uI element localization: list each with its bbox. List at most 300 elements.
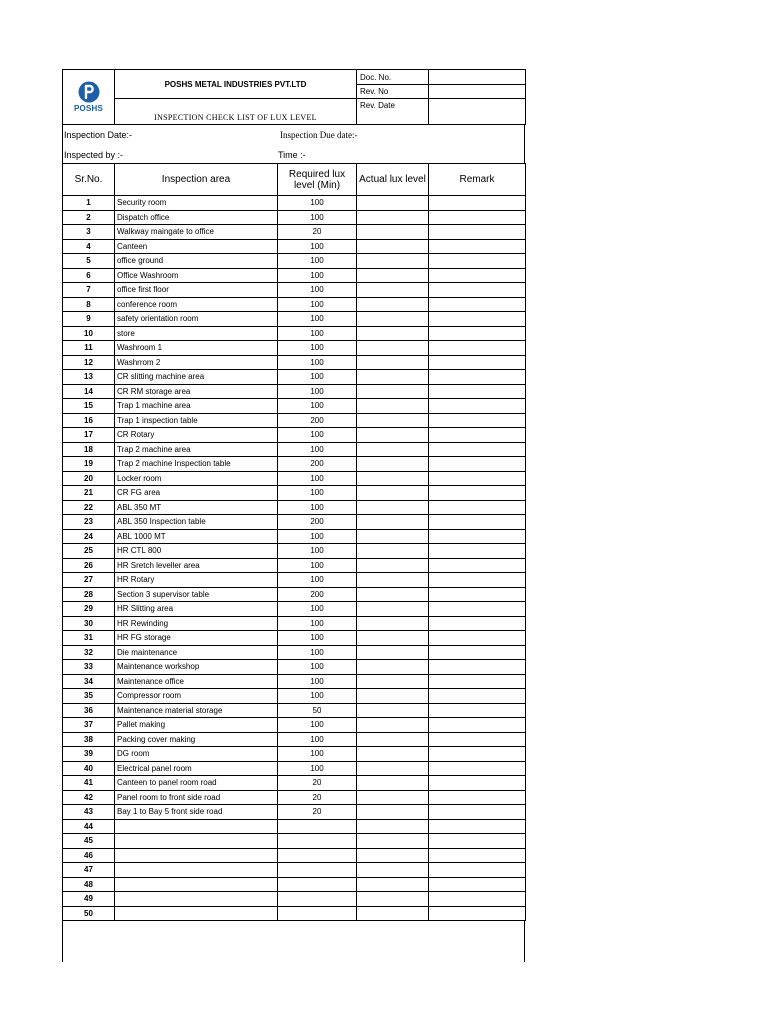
row-inspection-area: Washroom 1 [115, 341, 278, 356]
row-remark[interactable] [429, 805, 526, 820]
table-row [63, 254, 526, 269]
row-required-lux: 100 [278, 399, 357, 414]
row-actual-lux[interactable] [357, 674, 429, 689]
row-required-lux: 100 [278, 471, 357, 486]
row-remark[interactable] [429, 544, 526, 559]
row-remark[interactable] [429, 413, 526, 428]
col-actual-lux: Actual lux level [357, 164, 429, 196]
row-required-lux: 100 [278, 718, 357, 733]
doc-no-value[interactable] [429, 70, 526, 85]
row-inspection-area: Canteen [115, 239, 278, 254]
row-inspection-area: Walkway maingate to office [115, 225, 278, 240]
row-required-lux [278, 863, 357, 878]
table-row [63, 747, 526, 762]
row-inspection-area: DG room [115, 747, 278, 762]
row-sr-no: 37 [63, 718, 115, 733]
table-header-row [63, 164, 526, 196]
row-actual-lux[interactable] [357, 529, 429, 544]
row-sr-no: 27 [63, 573, 115, 588]
col-inspection-area: Inspection area [115, 164, 278, 196]
row-actual-lux[interactable] [357, 341, 429, 356]
row-sr-no: 19 [63, 457, 115, 472]
row-remark[interactable] [429, 297, 526, 312]
row-required-lux: 100 [278, 370, 357, 385]
row-sr-no: 7 [63, 283, 115, 298]
company-logo-icon [78, 81, 100, 103]
table-row [63, 558, 526, 573]
table-row [63, 776, 526, 791]
header-table [62, 69, 526, 125]
row-remark[interactable] [429, 573, 526, 588]
row-sr-no: 20 [63, 471, 115, 486]
row-required-lux: 100 [278, 529, 357, 544]
row-inspection-area: Electrical panel room [115, 761, 278, 776]
row-required-lux: 100 [278, 355, 357, 370]
row-actual-lux[interactable] [357, 863, 429, 878]
table-row [63, 297, 526, 312]
row-actual-lux[interactable] [357, 384, 429, 399]
table-row [63, 312, 526, 327]
logo-cell [63, 70, 115, 125]
row-actual-lux[interactable] [357, 457, 429, 472]
row-required-lux: 200 [278, 413, 357, 428]
row-inspection-area: office first floor [115, 283, 278, 298]
row-remark[interactable] [429, 370, 526, 385]
row-remark[interactable] [429, 877, 526, 892]
row-inspection-area: HR Rotary [115, 573, 278, 588]
row-sr-no: 6 [63, 268, 115, 283]
row-inspection-area: Trap 2 machine area [115, 442, 278, 457]
row-remark[interactable] [429, 761, 526, 776]
row-sr-no: 39 [63, 747, 115, 762]
row-required-lux: 200 [278, 457, 357, 472]
row-sr-no: 2 [63, 210, 115, 225]
row-inspection-area: CR FG area [115, 486, 278, 501]
row-remark[interactable] [429, 486, 526, 501]
row-sr-no: 47 [63, 863, 115, 878]
inspection-info [62, 125, 525, 163]
row-inspection-area: Trap 2 machine Inspection table [115, 457, 278, 472]
row-actual-lux[interactable] [357, 442, 429, 457]
row-remark[interactable] [429, 500, 526, 515]
row-sr-no: 24 [63, 529, 115, 544]
row-remark[interactable] [429, 587, 526, 602]
row-remark[interactable] [429, 819, 526, 834]
row-sr-no: 12 [63, 355, 115, 370]
row-sr-no: 35 [63, 689, 115, 704]
row-sr-no: 23 [63, 515, 115, 530]
row-required-lux: 100 [278, 732, 357, 747]
row-actual-lux[interactable] [357, 732, 429, 747]
row-remark[interactable] [429, 428, 526, 443]
row-required-lux: 100 [278, 573, 357, 588]
row-actual-lux[interactable] [357, 761, 429, 776]
row-required-lux: 100 [278, 268, 357, 283]
table-row [63, 399, 526, 414]
col-sr-no: Sr.No. [63, 164, 115, 196]
row-actual-lux[interactable] [357, 848, 429, 863]
row-required-lux: 100 [278, 297, 357, 312]
inspected-by-label: Inspected by :- [64, 150, 124, 160]
table-row [63, 544, 526, 559]
row-remark[interactable] [429, 341, 526, 356]
row-actual-lux[interactable] [357, 268, 429, 283]
row-remark[interactable] [429, 442, 526, 457]
row-required-lux: 100 [278, 210, 357, 225]
row-required-lux: 100 [278, 689, 357, 704]
row-sr-no: 43 [63, 805, 115, 820]
row-actual-lux[interactable] [357, 877, 429, 892]
table-row [63, 326, 526, 341]
table-row [63, 210, 526, 225]
row-inspection-area: HR CTL 800 [115, 544, 278, 559]
table-row [63, 239, 526, 254]
row-inspection-area: Locker room [115, 471, 278, 486]
row-required-lux: 100 [278, 283, 357, 298]
row-actual-lux[interactable] [357, 689, 429, 704]
row-remark[interactable] [429, 225, 526, 240]
row-required-lux [278, 834, 357, 849]
row-actual-lux[interactable] [357, 573, 429, 588]
row-remark[interactable] [429, 268, 526, 283]
row-inspection-area: ABL 350 MT [115, 500, 278, 515]
row-actual-lux[interactable] [357, 413, 429, 428]
row-remark[interactable] [429, 616, 526, 631]
sheet-footer-space [62, 921, 525, 962]
table-row [63, 689, 526, 704]
row-actual-lux[interactable] [357, 544, 429, 559]
row-remark[interactable] [429, 312, 526, 327]
row-inspection-area [115, 819, 278, 834]
row-actual-lux[interactable] [357, 254, 429, 269]
row-remark[interactable] [429, 674, 526, 689]
row-sr-no: 17 [63, 428, 115, 443]
row-actual-lux[interactable] [357, 399, 429, 414]
row-sr-no: 15 [63, 399, 115, 414]
row-actual-lux[interactable] [357, 631, 429, 646]
row-inspection-area: safety orientation room [115, 312, 278, 327]
row-actual-lux[interactable] [357, 283, 429, 298]
row-actual-lux[interactable] [357, 225, 429, 240]
row-remark[interactable] [429, 515, 526, 530]
row-remark[interactable] [429, 747, 526, 762]
row-sr-no: 26 [63, 558, 115, 573]
row-remark[interactable] [429, 384, 526, 399]
row-actual-lux[interactable] [357, 471, 429, 486]
row-remark[interactable] [429, 703, 526, 718]
row-remark[interactable] [429, 239, 526, 254]
row-remark[interactable] [429, 834, 526, 849]
row-required-lux: 100 [278, 442, 357, 457]
inspection-date-label: Inspection Date:- [64, 130, 133, 140]
row-inspection-area [115, 906, 278, 921]
table-row [63, 834, 526, 849]
row-sr-no: 14 [63, 384, 115, 399]
rev-date-value[interactable] [429, 99, 526, 125]
row-actual-lux[interactable] [357, 776, 429, 791]
row-sr-no: 34 [63, 674, 115, 689]
table-row [63, 703, 526, 718]
company-name: POSHS METAL INDUSTRIES PVT.LTD [115, 70, 357, 99]
row-actual-lux[interactable] [357, 616, 429, 631]
row-inspection-area: ABL 350 Inspection table [115, 515, 278, 530]
row-inspection-area: Panel room to front side road [115, 790, 278, 805]
row-required-lux: 20 [278, 776, 357, 791]
row-sr-no: 46 [63, 848, 115, 863]
rev-date-label: Rev. Date [357, 99, 429, 125]
table-row [63, 906, 526, 921]
row-remark[interactable] [429, 689, 526, 704]
table-row [63, 602, 526, 617]
row-required-lux: 100 [278, 761, 357, 776]
table-row [63, 225, 526, 240]
rev-no-label: Rev. No [357, 85, 429, 99]
row-actual-lux[interactable] [357, 892, 429, 907]
row-required-lux: 100 [278, 602, 357, 617]
row-required-lux: 200 [278, 587, 357, 602]
row-actual-lux[interactable] [357, 906, 429, 921]
row-sr-no: 13 [63, 370, 115, 385]
doc-no-label: Doc. No. [357, 70, 429, 85]
row-inspection-area: Maintenance workshop [115, 660, 278, 675]
row-remark[interactable] [429, 906, 526, 921]
row-remark[interactable] [429, 602, 526, 617]
table-row [63, 616, 526, 631]
table-row [63, 877, 526, 892]
row-remark[interactable] [429, 863, 526, 878]
row-required-lux: 100 [278, 239, 357, 254]
row-remark[interactable] [429, 254, 526, 269]
table-row [63, 341, 526, 356]
row-sr-no: 41 [63, 776, 115, 791]
row-sr-no: 3 [63, 225, 115, 240]
table-row [63, 500, 526, 515]
rev-no-value[interactable] [429, 85, 526, 99]
row-remark[interactable] [429, 471, 526, 486]
row-inspection-area: Security room [115, 196, 278, 211]
row-actual-lux[interactable] [357, 297, 429, 312]
row-required-lux: 100 [278, 660, 357, 675]
row-sr-no: 11 [63, 341, 115, 356]
row-inspection-area: CR Rotary [115, 428, 278, 443]
lux-table [62, 163, 526, 921]
row-sr-no: 38 [63, 732, 115, 747]
row-required-lux: 100 [278, 312, 357, 327]
row-actual-lux[interactable] [357, 703, 429, 718]
inspection-due-date-label: Inspection Due date:- [280, 130, 358, 140]
row-required-lux [278, 848, 357, 863]
table-row [63, 848, 526, 863]
row-sr-no: 49 [63, 892, 115, 907]
row-actual-lux[interactable] [357, 239, 429, 254]
row-required-lux: 100 [278, 631, 357, 646]
table-row [63, 529, 526, 544]
table-row [63, 428, 526, 443]
table-row [63, 196, 526, 211]
table-row [63, 283, 526, 298]
row-required-lux: 100 [278, 428, 357, 443]
row-inspection-area: Office Washroom [115, 268, 278, 283]
row-actual-lux[interactable] [357, 718, 429, 733]
table-row [63, 819, 526, 834]
row-actual-lux[interactable] [357, 370, 429, 385]
row-inspection-area: Packing cover making [115, 732, 278, 747]
table-row [63, 631, 526, 646]
table-body [63, 196, 526, 921]
row-sr-no: 30 [63, 616, 115, 631]
row-remark[interactable] [429, 776, 526, 791]
row-actual-lux[interactable] [357, 486, 429, 501]
table-row [63, 805, 526, 820]
row-actual-lux[interactable] [357, 355, 429, 370]
row-inspection-area: Compressor room [115, 689, 278, 704]
row-actual-lux[interactable] [357, 196, 429, 211]
row-sr-no: 31 [63, 631, 115, 646]
row-remark[interactable] [429, 718, 526, 733]
time-label: Time :- [278, 150, 306, 160]
row-actual-lux[interactable] [357, 805, 429, 820]
row-actual-lux[interactable] [357, 645, 429, 660]
table-row [63, 587, 526, 602]
row-actual-lux[interactable] [357, 602, 429, 617]
row-inspection-area: Bay 1 to Bay 5 front side road [115, 805, 278, 820]
row-inspection-area: store [115, 326, 278, 341]
row-required-lux: 20 [278, 805, 357, 820]
row-remark[interactable] [429, 558, 526, 573]
row-required-lux [278, 819, 357, 834]
row-inspection-area [115, 834, 278, 849]
row-required-lux: 100 [278, 254, 357, 269]
row-required-lux [278, 906, 357, 921]
row-remark[interactable] [429, 457, 526, 472]
row-required-lux: 100 [278, 674, 357, 689]
row-inspection-area: Washrrom 2 [115, 355, 278, 370]
row-required-lux: 100 [278, 747, 357, 762]
table-row [63, 761, 526, 776]
table-row [63, 732, 526, 747]
row-required-lux: 100 [278, 384, 357, 399]
row-inspection-area: HR FG storage [115, 631, 278, 646]
row-sr-no: 50 [63, 906, 115, 921]
row-remark[interactable] [429, 848, 526, 863]
row-actual-lux[interactable] [357, 747, 429, 762]
row-remark[interactable] [429, 660, 526, 675]
row-actual-lux[interactable] [357, 790, 429, 805]
table-row [63, 660, 526, 675]
row-remark[interactable] [429, 355, 526, 370]
row-sr-no: 28 [63, 587, 115, 602]
table-row [63, 268, 526, 283]
row-inspection-area: HR Rewinding [115, 616, 278, 631]
row-sr-no: 18 [63, 442, 115, 457]
row-actual-lux[interactable] [357, 210, 429, 225]
row-remark[interactable] [429, 645, 526, 660]
row-required-lux: 100 [278, 326, 357, 341]
row-required-lux: 100 [278, 544, 357, 559]
row-actual-lux[interactable] [357, 312, 429, 327]
table-row [63, 413, 526, 428]
row-actual-lux[interactable] [357, 587, 429, 602]
row-actual-lux[interactable] [357, 660, 429, 675]
table-row [63, 355, 526, 370]
row-inspection-area: HR Sretch leveller area [115, 558, 278, 573]
row-remark[interactable] [429, 790, 526, 805]
row-actual-lux[interactable] [357, 428, 429, 443]
row-sr-no: 16 [63, 413, 115, 428]
row-required-lux: 50 [278, 703, 357, 718]
row-sr-no: 25 [63, 544, 115, 559]
row-inspection-area: HR Slitting area [115, 602, 278, 617]
row-required-lux: 20 [278, 225, 357, 240]
row-remark[interactable] [429, 399, 526, 414]
row-inspection-area: Pallet making [115, 718, 278, 733]
row-remark[interactable] [429, 529, 526, 544]
row-remark[interactable] [429, 196, 526, 211]
document-subtitle: INSPECTION CHECK LIST OF LUX LEVEL [115, 99, 357, 125]
logo-text: POSHS [73, 104, 103, 113]
row-sr-no: 48 [63, 877, 115, 892]
row-sr-no: 29 [63, 602, 115, 617]
row-inspection-area: Die maintenance [115, 645, 278, 660]
row-remark[interactable] [429, 283, 526, 298]
row-inspection-area: Trap 1 inspection table [115, 413, 278, 428]
row-actual-lux[interactable] [357, 558, 429, 573]
row-sr-no: 32 [63, 645, 115, 660]
row-sr-no: 4 [63, 239, 115, 254]
row-sr-no: 45 [63, 834, 115, 849]
row-actual-lux[interactable] [357, 834, 429, 849]
row-remark[interactable] [429, 326, 526, 341]
table-row [63, 573, 526, 588]
row-sr-no: 33 [63, 660, 115, 675]
row-required-lux: 100 [278, 486, 357, 501]
row-required-lux: 100 [278, 645, 357, 660]
row-inspection-area: Maintenance office [115, 674, 278, 689]
row-required-lux: 20 [278, 790, 357, 805]
row-required-lux [278, 892, 357, 907]
row-actual-lux[interactable] [357, 500, 429, 515]
table-row [63, 863, 526, 878]
row-sr-no: 10 [63, 326, 115, 341]
row-inspection-area [115, 848, 278, 863]
table-row [63, 718, 526, 733]
row-remark[interactable] [429, 631, 526, 646]
row-inspection-area: CR slitting machine area [115, 370, 278, 385]
table-row [63, 471, 526, 486]
row-required-lux [278, 877, 357, 892]
inspection-sheet [62, 69, 525, 962]
row-actual-lux[interactable] [357, 819, 429, 834]
table-row [63, 790, 526, 805]
table-row [63, 892, 526, 907]
row-sr-no: 42 [63, 790, 115, 805]
row-sr-no: 9 [63, 312, 115, 327]
row-remark[interactable] [429, 732, 526, 747]
row-remark[interactable] [429, 210, 526, 225]
table-row [63, 645, 526, 660]
table-row [63, 384, 526, 399]
row-required-lux: 100 [278, 500, 357, 515]
row-actual-lux[interactable] [357, 326, 429, 341]
row-inspection-area: conference room [115, 297, 278, 312]
row-inspection-area [115, 877, 278, 892]
row-required-lux: 200 [278, 515, 357, 530]
row-sr-no: 44 [63, 819, 115, 834]
row-actual-lux[interactable] [357, 515, 429, 530]
row-remark[interactable] [429, 892, 526, 907]
table-row [63, 442, 526, 457]
row-required-lux: 100 [278, 616, 357, 631]
